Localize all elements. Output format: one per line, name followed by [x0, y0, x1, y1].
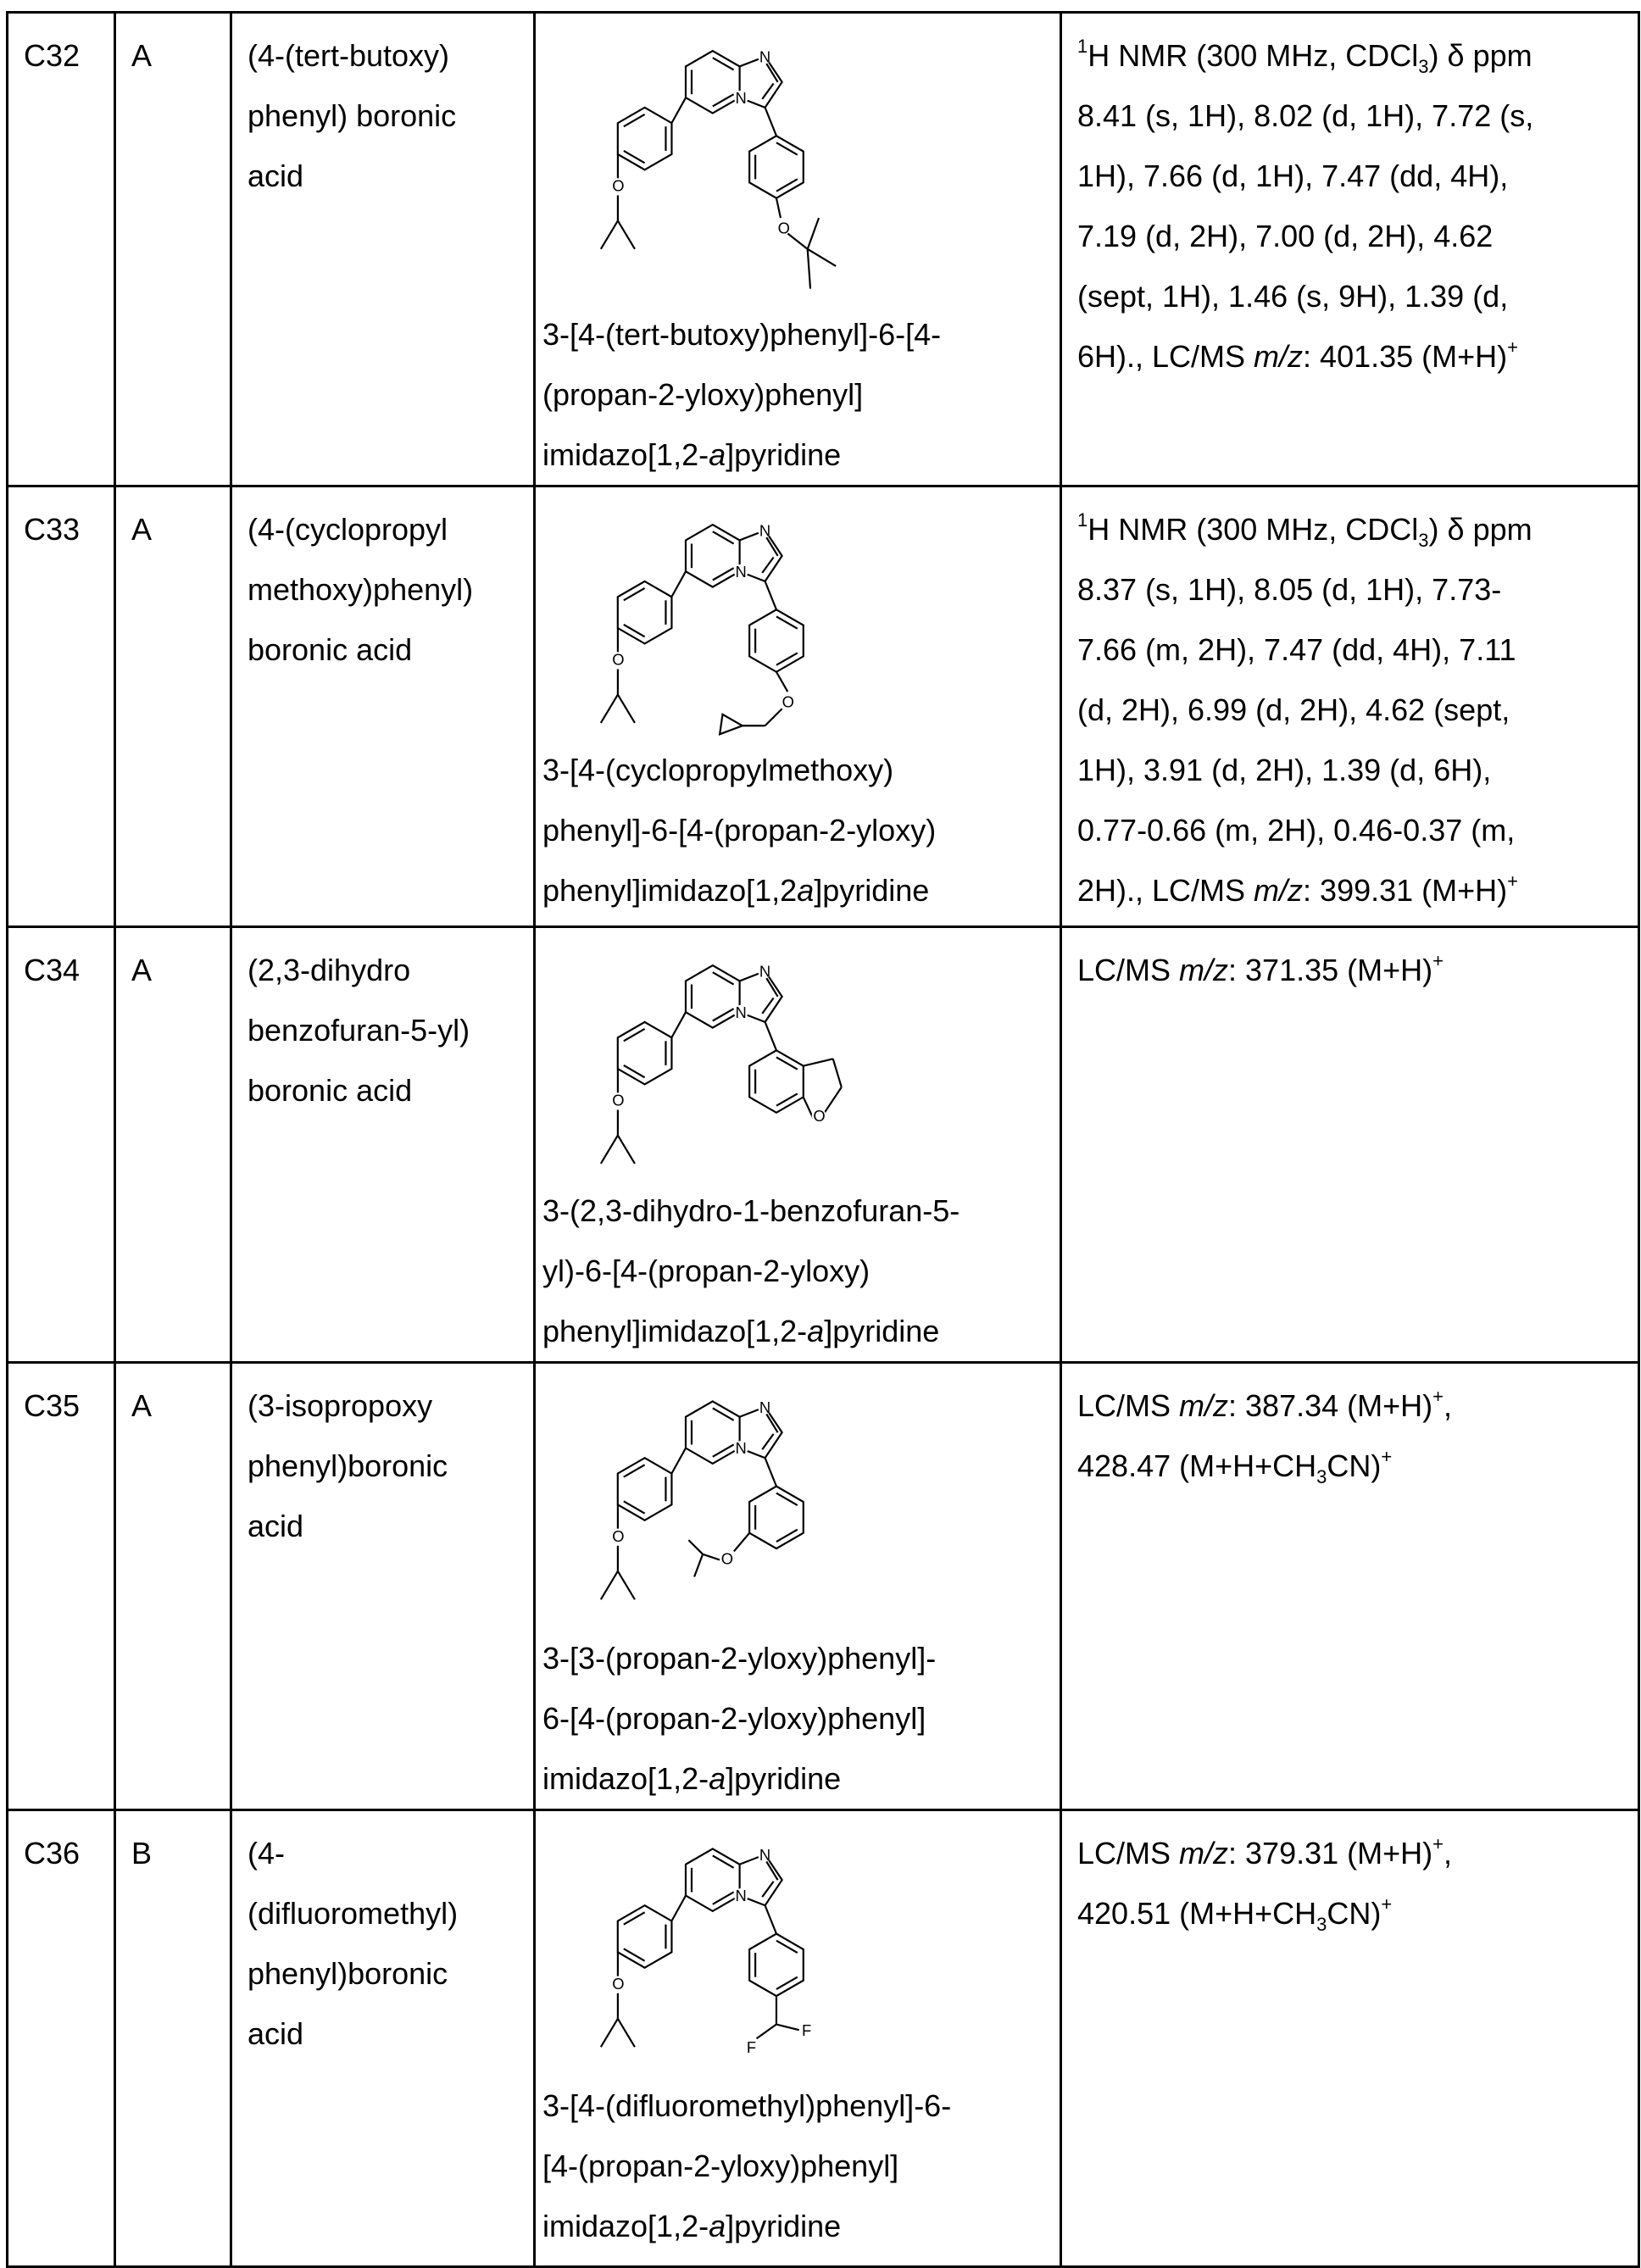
table-row [8, 927, 1639, 1363]
analytical-data-line [1077, 326, 1638, 386]
structure-cell [535, 1363, 1061, 1810]
compound-name-text: imidazo[1,2- [542, 437, 709, 472]
reagent-cell [231, 13, 535, 486]
analytical-data-line [1077, 559, 1638, 620]
compound-id: C33 [24, 512, 80, 547]
compound-name-text: ]pyridine [814, 873, 929, 908]
data-cell [1061, 1363, 1639, 1810]
analytical-data-text: + [1381, 1446, 1392, 1467]
analytical-data-line [1077, 146, 1638, 206]
reagent-line [248, 1943, 533, 2004]
analytical-data-text: + [1432, 950, 1444, 971]
analytical-data-text: m/z [1254, 339, 1303, 374]
analytical-data-text: , [1444, 1388, 1452, 1423]
analytical-data-text: + [1381, 1893, 1392, 1915]
structure-cell [535, 927, 1061, 1363]
compound-name-text: a [709, 1761, 726, 1796]
reagent-line [248, 2004, 533, 2064]
reagent-line [248, 620, 533, 680]
analytical-data-text: + [1507, 336, 1518, 358]
analytical-data-text: : 401.35 (M+H) [1303, 339, 1507, 374]
compound-name-text: yl)-6-[4-(propan-2-yloxy) [542, 1254, 870, 1288]
compound-name-text: ]pyridine [726, 1761, 841, 1796]
reagent-text: boronic acid [248, 1073, 412, 1108]
compound-name-text: imidazo[1,2- [542, 1761, 709, 1796]
compound-name-line [542, 364, 1060, 425]
analytical-data-text: + [1432, 1386, 1444, 1407]
svg-text:O: O [612, 1527, 624, 1545]
analytical-data-text: LC/MS [1077, 1836, 1179, 1871]
reagent-cell [231, 1363, 535, 1810]
reagent-text: phenyl)boronic [248, 1956, 448, 1991]
analytical-data-text: : 399.31 (M+H) [1303, 873, 1507, 908]
compound-name-line [542, 1181, 1060, 1241]
chemical-structure [536, 499, 1060, 740]
chemical-structure [536, 940, 1060, 1181]
compound-table [6, 11, 1640, 2268]
analytical-data-text: 420.51 (M+H+CH [1077, 1896, 1316, 1931]
reagent-line [248, 1823, 533, 1883]
svg-text:N: N [759, 521, 770, 539]
analytical-data-line [1077, 86, 1638, 146]
reagent-cell [231, 486, 535, 927]
analytical-data-line [1077, 620, 1638, 680]
id-cell [8, 927, 115, 1363]
analytical-data-text: 7.19 (d, 2H), 7.00 (d, 2H), 4.62 [1077, 219, 1493, 253]
svg-text:O: O [612, 176, 624, 194]
reagent-text: acid [248, 2016, 303, 2051]
reagent-line [248, 499, 533, 559]
svg-text:O: O [612, 1091, 624, 1109]
analytical-data-text: (d, 2H), 6.99 (d, 2H), 4.62 (sept, [1077, 692, 1510, 727]
reagent-text: (4-(cyclopropyl [248, 512, 448, 547]
compound-name-line [542, 425, 1060, 485]
chemical-structure [536, 1376, 1060, 1628]
id-cell [8, 486, 115, 927]
svg-text:O: O [782, 693, 794, 711]
svg-text:O: O [612, 1975, 624, 1993]
analytical-data-text: : 371.35 (M+H) [1228, 953, 1432, 987]
analytical-data-text: 0.77-0.66 (m, 2H), 0.46-0.37 (m, [1077, 813, 1515, 848]
chemical-structure [536, 1823, 1060, 2076]
svg-text:N: N [759, 47, 770, 65]
compound-name-text: 3-[4-(difluoromethyl)phenyl]-6- [542, 2088, 951, 2123]
reagent-line [248, 1376, 533, 1436]
analytical-data-line [1077, 860, 1638, 920]
analytical-data-line [1077, 1883, 1638, 1943]
svg-text:N: N [736, 563, 747, 581]
reagent-line [248, 1496, 533, 1556]
analytical-data-line [1077, 940, 1638, 1000]
svg-text:N: N [759, 1846, 770, 1864]
reagent-line [248, 1000, 533, 1060]
reagent-text: (difluoromethyl) [248, 1896, 458, 1931]
reagent-text: (3-isopropoxy [248, 1388, 432, 1423]
svg-text:N: N [736, 1439, 747, 1457]
compound-name-text: ]pyridine [726, 437, 841, 472]
reagent-line [248, 86, 533, 146]
analytical-data-text: 6H)., LC/MS [1077, 339, 1254, 374]
analytical-data-text: 3 [1316, 1914, 1327, 1935]
svg-text:F: F [802, 2021, 811, 2039]
reagent-text: phenyl)boronic [248, 1448, 448, 1483]
compound-id: C34 [24, 953, 80, 987]
reagent-text: (2,3-dihydro [248, 953, 410, 987]
analytical-data-line [1077, 1436, 1638, 1496]
method: B [131, 1836, 152, 1871]
reagent-text: methoxy)phenyl) [248, 572, 473, 607]
compound-name-line [542, 1241, 1060, 1301]
structure-cell [535, 1810, 1061, 2267]
compound-name-line [542, 1688, 1060, 1748]
analytical-data-text: H NMR (300 MHz, CDCl [1088, 512, 1418, 547]
analytical-data-text: H NMR (300 MHz, CDCl [1088, 38, 1418, 73]
compound-name-line [542, 2076, 1060, 2136]
method-cell [115, 1363, 231, 1810]
compound-name-line [542, 1628, 1060, 1688]
table-row [8, 1363, 1639, 1810]
svg-text:N: N [759, 1398, 770, 1416]
compound-name-line [542, 800, 1060, 860]
reagent-text: (4- [248, 1836, 285, 1871]
analytical-data-text: ) δ ppm [1429, 38, 1533, 73]
data-cell [1061, 486, 1639, 927]
compound-name-text: imidazo[1,2- [542, 2209, 709, 2243]
analytical-data-text: 8.41 (s, 1H), 8.02 (d, 1H), 7.72 (s, [1077, 98, 1533, 133]
analytical-data-text: 1 [1077, 36, 1088, 57]
analytical-data-line [1077, 25, 1638, 86]
analytical-data-text: LC/MS [1077, 953, 1179, 987]
compound-name-line [542, 304, 1060, 364]
reagent-text: phenyl) boronic [248, 98, 456, 133]
analytical-data-line [1077, 266, 1638, 326]
compound-name-line [542, 1748, 1060, 1809]
analytical-data-text: m/z [1254, 873, 1303, 908]
reagent-line [248, 25, 533, 86]
structure-cell [535, 486, 1061, 927]
id-cell [8, 1363, 115, 1810]
reagent-line [248, 1060, 533, 1120]
analytical-data-text: : 379.31 (M+H) [1228, 1836, 1432, 1871]
table-row [8, 13, 1639, 486]
analytical-data-text: + [1432, 1833, 1444, 1854]
reagent-text: boronic acid [248, 632, 412, 667]
compound-name-line [542, 1301, 1060, 1361]
svg-text:O: O [813, 1107, 825, 1125]
analytical-data-line [1077, 1823, 1638, 1883]
method: A [131, 953, 152, 987]
analytical-data-text: CN) [1327, 1448, 1381, 1483]
analytical-data-text: + [1507, 870, 1518, 892]
analytical-data-text: 2H)., LC/MS [1077, 873, 1254, 908]
method-cell [115, 486, 231, 927]
compound-name-line [542, 860, 1060, 920]
compound-id: C32 [24, 38, 80, 73]
analytical-data-text: , [1444, 1836, 1452, 1871]
reagent-cell [231, 1810, 535, 2267]
compound-table-body [8, 13, 1639, 2267]
reagent-line [248, 940, 533, 1000]
reagent-line [248, 1883, 533, 1943]
analytical-data-text: LC/MS [1077, 1388, 1179, 1423]
analytical-data-line [1077, 499, 1638, 559]
svg-text:O: O [721, 1549, 733, 1567]
compound-name-text: 3-[4-(cyclopropylmethoxy) [542, 753, 893, 787]
svg-text:N: N [736, 1887, 747, 1904]
svg-text:N: N [759, 962, 770, 980]
compound-name-text: phenyl]-6-[4-(propan-2-yloxy) [542, 813, 936, 848]
analytical-data-line [1077, 680, 1638, 740]
analytical-data-text: 3 [1418, 56, 1428, 77]
svg-text:F: F [747, 2038, 756, 2056]
compound-name-text: (propan-2-yloxy)phenyl] [542, 377, 863, 412]
analytical-data-text: 428.47 (M+H+CH [1077, 1448, 1316, 1483]
compound-name-text: 3-[4-(tert-butoxy)phenyl]-6-[4- [542, 317, 941, 352]
analytical-data-text: ) δ ppm [1429, 512, 1533, 547]
analytical-data-text: 1 [1077, 509, 1088, 531]
compound-name-line [542, 740, 1060, 800]
analytical-data-text: 8.37 (s, 1H), 8.05 (d, 1H), 7.73- [1077, 572, 1501, 607]
method: A [131, 1388, 152, 1423]
compound-name-text: 3-[3-(propan-2-yloxy)phenyl]- [542, 1641, 936, 1676]
table-row [8, 1810, 1639, 2267]
compound-name-text: a [709, 2209, 726, 2243]
compound-name-text: phenyl]imidazo[1,2- [542, 1314, 807, 1348]
reagent-line [248, 1436, 533, 1496]
analytical-data-line [1077, 800, 1638, 860]
analytical-data-line [1077, 206, 1638, 266]
reagent-text: (4-(tert-butoxy) [248, 38, 449, 73]
reagent-text: acid [248, 158, 303, 193]
data-cell [1061, 927, 1639, 1363]
compound-name-line [542, 2136, 1060, 2196]
analytical-data-text: 1H), 3.91 (d, 2H), 1.39 (d, 6H), [1077, 753, 1491, 787]
id-cell [8, 13, 115, 486]
analytical-data-text: m/z [1179, 1388, 1228, 1423]
reagent-text: benzofuran-5-yl) [248, 1013, 470, 1048]
compound-id: C35 [24, 1388, 80, 1423]
analytical-data-text: 3 [1316, 1466, 1327, 1487]
reagent-line [248, 146, 533, 206]
svg-text:N: N [736, 1003, 747, 1021]
analytical-data-text: m/z [1179, 953, 1228, 987]
method-cell [115, 927, 231, 1363]
compound-name-text: ]pyridine [824, 1314, 939, 1348]
analytical-data-line [1077, 740, 1638, 800]
analytical-data-line [1077, 1376, 1638, 1436]
analytical-data-text: 1H), 7.66 (d, 1H), 7.47 (dd, 4H), [1077, 158, 1508, 193]
compound-name-text: phenyl]imidazo[1,2 [542, 873, 797, 908]
compound-name-text: 3-(2,3-dihydro-1-benzofuran-5- [542, 1193, 960, 1228]
analytical-data-text: : 387.34 (M+H) [1228, 1388, 1432, 1423]
data-cell [1061, 13, 1639, 486]
reagent-line [248, 559, 533, 620]
analytical-data-text: (sept, 1H), 1.46 (s, 9H), 1.39 (d, [1077, 279, 1508, 314]
method-cell [115, 13, 231, 486]
analytical-data-text: CN) [1327, 1896, 1381, 1931]
compound-name-text: a [807, 1314, 824, 1348]
method: A [131, 512, 152, 547]
svg-text:O: O [778, 219, 790, 236]
method: A [131, 38, 152, 73]
svg-text:O: O [612, 650, 624, 668]
analytical-data-text: 7.66 (m, 2H), 7.47 (dd, 4H), 7.11 [1077, 632, 1516, 667]
reagent-text: acid [248, 1509, 303, 1543]
compound-name-text: a [797, 873, 814, 908]
compound-name-text: a [709, 437, 726, 472]
compound-name-text: 6-[4-(propan-2-yloxy)phenyl] [542, 1701, 926, 1736]
structure-cell [535, 13, 1061, 486]
method-cell [115, 1810, 231, 2267]
analytical-data-text: 3 [1418, 530, 1428, 551]
table-row [8, 486, 1639, 927]
compound-name-text: [4-(propan-2-yloxy)phenyl] [542, 2148, 898, 2183]
reagent-cell [231, 927, 535, 1363]
id-cell [8, 1810, 115, 2267]
data-cell [1061, 1810, 1639, 2267]
svg-text:N: N [736, 89, 747, 107]
compound-id: C36 [24, 1836, 80, 1871]
chemical-structure [536, 25, 1060, 304]
compound-name-text: ]pyridine [726, 2209, 841, 2243]
analytical-data-text: m/z [1179, 1836, 1228, 1871]
